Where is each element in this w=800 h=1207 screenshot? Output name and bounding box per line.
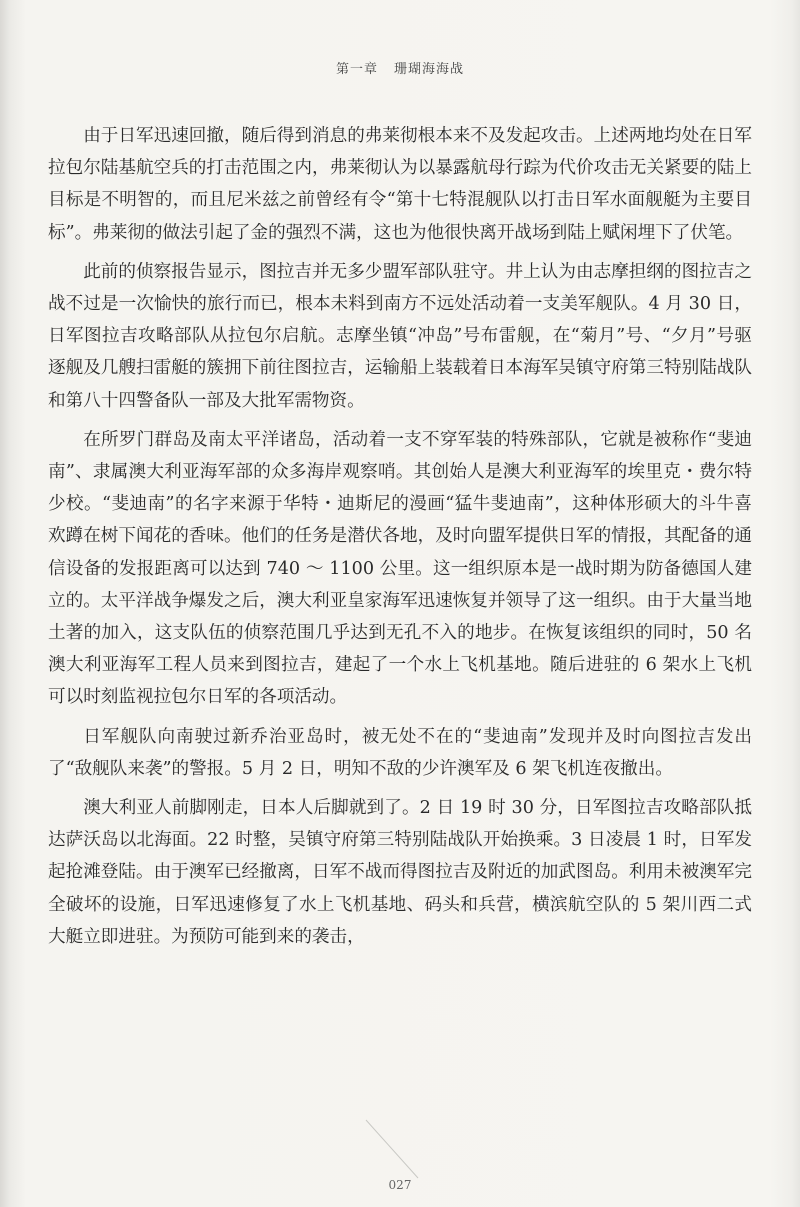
chapter-label: 第一章 xyxy=(335,62,378,77)
running-header xyxy=(0,58,800,77)
paragraph-5: 澳大利亚人前脚刚走，日本人后脚就到了。2 日 19 时 30 分，日军图拉吉攻略部队抵达萨沃岛以北海面。22 时整，吴镇守府第三特别陆战队开始换乘。3 日凌晨 1 时，日军发起抢滩登陆。由于澳军已经撤离，日军不战而得图拉吉及附近的加武图岛。利用未被澳军完全破坏的设施，日军迅速修复了水上飞机基地、码头和兵营，横滨航空队的 5 架川西二式大艇立即进驻。为预防可能到来的袭击， xyxy=(48,798,752,947)
page-number: 027 xyxy=(388,1178,412,1192)
chapter-title: 珊瑚海海战 xyxy=(394,62,465,77)
paragraph-1: 由于日军迅速回撤，随后得到消息的弗莱彻根本来不及发起攻击。上述两地均处在日军拉包尔陆基航空兵的打击范围之内，弗莱彻认为以暴露航母行踪为代价攻击无关紧要的陆上目标是不明智的，而且尼米兹之前曾经有令“第十七特混舰队以打击日军水面舰艇为主要目标”。弗莱彻的做法引起了金的强烈不满，这也为他很快离开战场到陆上赋闲埋下了伏笔。 xyxy=(48,126,752,243)
paragraph-4: 日军舰队向南驶过新乔治亚岛时，被无处不在的“斐迪南”发现并及时向图拉吉发出了“敌舰队来袭”的警报。5 月 2 日，明知不敌的少许澳军及 6 架飞机连夜撤出。 xyxy=(48,726,752,779)
paragraph-2: 此前的侦察报告显示，图拉吉并无多少盟军部队驻守。井上认为由志摩担纲的图拉吉之战不过是一次愉快的旅行而已，根本未料到南方不远处活动着一支美军舰队。4 月 30 日，日军图拉吉攻略部队从拉包尔启航。志摩坐镇“冲岛”号布雷舰，在“菊月”号、“夕月”号驱逐舰及几艘扫雷艇的簇拥下前往图拉吉，运输船上装载着日本海军吴镇守府第三特别陆战队和第八十四警备队一部及大批军需物资。 xyxy=(48,261,752,411)
page-crease-mark xyxy=(362,1118,422,1180)
body-text xyxy=(48,120,752,960)
paragraph-3: 在所罗门群岛及南太平洋诸岛，活动着一支不穿军装的特殊部队，它就是被称作“斐迪南”、隶属澳大利亚海军部的众多海岸观察哨。其创始人是澳大利亚海军的埃里克・费尔特少校。“斐迪南”的名字来源于华特・迪斯尼的漫画“猛牛斐迪南”，这种体形硕大的斗牛喜欢蹲在树下闻花的香味。他们的任务是潜伏各地，及时向盟军提供日军的情报，其配备的通信设备的发报距离可以达到 740 ～ 1100 公里。这一组织原本是一战时期为防备德国人建立的。太平洋战争爆发之后，澳大利亚皇家海军迅速恢复并领导了这一组织。由于大量当地土著的加入，这支队伍的侦察范围几乎达到无孔不入的地步。在恢复该组织的同时，50 名澳大利亚海军工程人员来到图拉吉，建起了一个水上飞机基地。随后进驻的 6 架水上飞机可以时刻监视拉包尔日军的各项活动。 xyxy=(48,429,752,708)
